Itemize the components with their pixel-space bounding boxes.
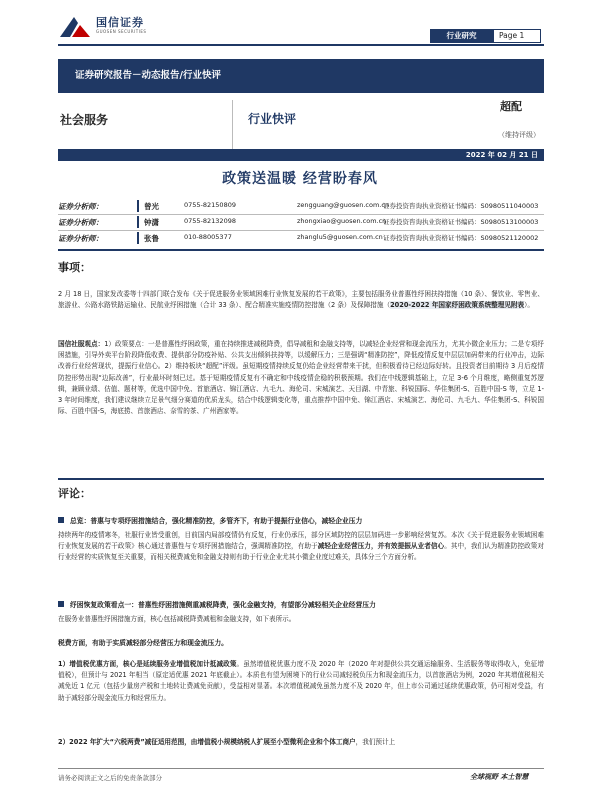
report-title: 政策送温暖 经营盼春风 (222, 171, 378, 187)
section-3-bold: ，核心是延续服务业增值税加计抵减政策 (116, 660, 237, 668)
analyst-name: 钟潇 (144, 218, 159, 227)
vertical-divider (232, 100, 233, 150)
view-text: 1）政策要点：一是普惠性纾困政策，重在持续推进减税降费，倡导减租和金融支持等，以减轻企业经营和现金流压力，尤其小微企业压力；二是专项纾困措施，引导外卖平台阶段降低收费、提供部分防疫补贴、公共支出倾斜扶持等，以缓解压力；三是强调“精准防控”，降低疫情反复中层层加码带来的行业冲击，边际改善行业经营现状，提振行业信心。2）维持板块“超配”评级。虽短期疫情持续反复仍给企业经营带来干扰，但积极看待已经边际好转。且投资者目前期待 3 月后疫情防控形势出现“边际改善”，行业最坏时刻已过。基于短期疫情反复有不确定和中线疫情企稳的积极预期。我们在中线逻辑基础上，立足 3-6 个月维度，略侧重复苏逻辑，兼顾业绩、估值、题材等，优选中国中免、首旅酒店、锦江酒店、九毛九、海伦司、宋城演艺、天目湖、中青旅、科锐国际、华住集团-S、百胜中国-S 等，立足 1-3 年时间维度，我们建议继续立足景气细分赛道的优质龙头，结合中线逻辑变化等，重点推荐中国中免、锦江酒店、宋城演艺、海伦司、九毛九、华住集团-S、科锐国际、百胜中国-S，海底捞、首旅酒店、奈雪的茶、广州酒家等。 (58, 340, 544, 416)
brand-name: 国信证券 (96, 16, 144, 29)
report-date: 2022 年 02 月 21 日 (58, 149, 544, 161)
footer-divider (58, 768, 544, 769)
brand-name-en: GUOSEN SECURITIES (96, 29, 147, 34)
page-number: Page 1 (493, 29, 541, 43)
section-1-title (58, 515, 362, 525)
section-1-paragraph (58, 530, 544, 564)
analyst-name: 张鲁 (144, 234, 159, 243)
section-1-bold: 减轻企业经营压力，并有效提振从业者信心 (317, 542, 445, 551)
section-3-title: 税费方面，有助于实质减轻部分经营压力和现金流压力。 (58, 639, 228, 647)
section-3-text: 。虽然增值税优惠力度不及 2020 年（2020 年对提供公共交通运输服务、生活服务等取得收入，免征增值税），但预计与 2021 年相当（原定适优惠 2021 年底截止）。本质也有望为困境下的行业公司减轻税负压力和现金流压力，以首旅酒店为例，2020 年其增值税相关减免近 1 亿元（包括少量房产税和土地转让费减免贡献），受益相对显著。本次增值税减免虽然力度不及 2020 年，但上市公司通过延续优惠政策，仍可相对受益，有助于减轻部分现金流压力和经营压力。 (58, 660, 544, 702)
analyst-row (58, 233, 544, 249)
report-category-tag: 行业研究 (430, 29, 493, 43)
analyst-bar (137, 216, 139, 228)
event-text: 2 月 18 日，国家发改委等十四部门联合发布《关于促进服务业领域困难行业恢复发展的若干政策》，主要包括服务业普惠性纾困扶持措施（10 条）、餐饮业、零售业、旅游业、公路水路铁路运输业、民航业纾困措施（合计 33 条）、配合精准实施疫情防控措施（2 条）及保障措施（ (58, 290, 544, 310)
view-label: 国信社服观点： (58, 340, 105, 348)
square-bullet-icon (58, 601, 64, 607)
section-1-title-text: 总览：普惠与专项纾困措施结合，强化精准防控，多管齐下，有助于提振行业信心，减轻企业压力 (70, 517, 363, 525)
section-3-paragraph (58, 659, 544, 704)
square-bullet-icon (58, 517, 64, 523)
rating-note: （维持评级） (498, 131, 540, 139)
header-divider (58, 44, 544, 46)
analyst-email[interactable]: zhanglu5@guosen.com.cn (297, 233, 383, 241)
event-highlight: 2020-2022 年国家纾困政策系统整理见附表 (390, 301, 525, 310)
section-3-lead: 1）增值税优惠方面 (58, 660, 117, 668)
analyst-role: 证券分析师： (58, 234, 103, 243)
analyst-cert: 证券投资咨询执业资格证书编码：S0980511040003 (383, 202, 539, 210)
analyst-cert: 证券投资咨询执业资格证书编码：S0980513100003 (383, 218, 539, 226)
section-2-paragraph: 在服务业普惠性纾困措施方面，核心包括减税降费减租和金融支持，如下表所示。 (58, 615, 296, 623)
guosen-logo-icon (58, 13, 92, 39)
footer-disclaimer: 请务必阅读正文之后的免责条款部分 (58, 774, 162, 782)
comment-heading: 评论： (58, 487, 91, 500)
analyst-name: 曾光 (144, 202, 159, 211)
section-2-title (58, 599, 376, 609)
view-paragraph (58, 339, 544, 417)
analyst-separator (58, 214, 544, 215)
section-divider (58, 249, 544, 251)
section-divider (58, 478, 544, 480)
rating: 超配 (500, 100, 522, 113)
analyst-phone: 010-88005377 (184, 233, 232, 241)
analyst-separator (58, 230, 544, 231)
report-type: 行业快评 (248, 112, 297, 126)
event-heading: 事项： (58, 261, 91, 274)
analyst-bar (137, 232, 139, 244)
footer-slogan: 全球视野 本土智慧 (470, 773, 529, 781)
section-1-text: 持续两年的疫情寒冬，社服行业皆受重创，目前国内局部疫情仍有反复，行业仍承压，部分区域防控的层层加码进一步影响经营复苏。本次《关于促进服务业领域困难行业恢复发展的若干政策》核心通过普惠性与专项纾困措施结合，强调精准防控，有助于 (58, 531, 544, 551)
section-1-tail: 。其中，我们认为精准防控政策对行业经营的实质恢复至关重要，而相关税费减免和金融支持则有助于行业企业尤其小微企业度过难关，具体分三个方面分析。 (58, 542, 545, 562)
analyst-cert: 证券投资咨询执业资格证书编码：S0980521120002 (383, 234, 539, 242)
section-4-tail: ，我们预计上 (355, 738, 396, 746)
section-4-paragraph (58, 737, 544, 748)
analyst-phone: 0755-82132098 (184, 217, 236, 225)
event-paragraph (58, 289, 544, 311)
event-tail: ）。 (524, 301, 535, 310)
report-series-band: 证券研究报告－动态报告/行业快评 (58, 59, 544, 93)
analyst-role: 证券分析师： (58, 218, 103, 227)
analyst-email[interactable]: zengguang@guosen.com.cn (297, 201, 390, 209)
analyst-bar (137, 200, 139, 212)
analyst-role: 证券分析师： (58, 202, 103, 211)
section-2-title-text: 纾困恢复政策看点一：普惠性纾困措施侧重减税降费，强化金融支持，有望部分减轻相关企业经营压力 (70, 601, 376, 609)
analyst-email[interactable]: zhongxiao@guosen.com.cn (297, 217, 387, 225)
analyst-phone: 0755-82150809 (184, 201, 236, 209)
section-4-title: 2）2022 年扩大“六税两费”减征适用范围，由增值税小规模纳税人扩展至小型微利企业和个体工商户 (58, 738, 356, 746)
sector-label: 社会服务 (60, 113, 109, 127)
